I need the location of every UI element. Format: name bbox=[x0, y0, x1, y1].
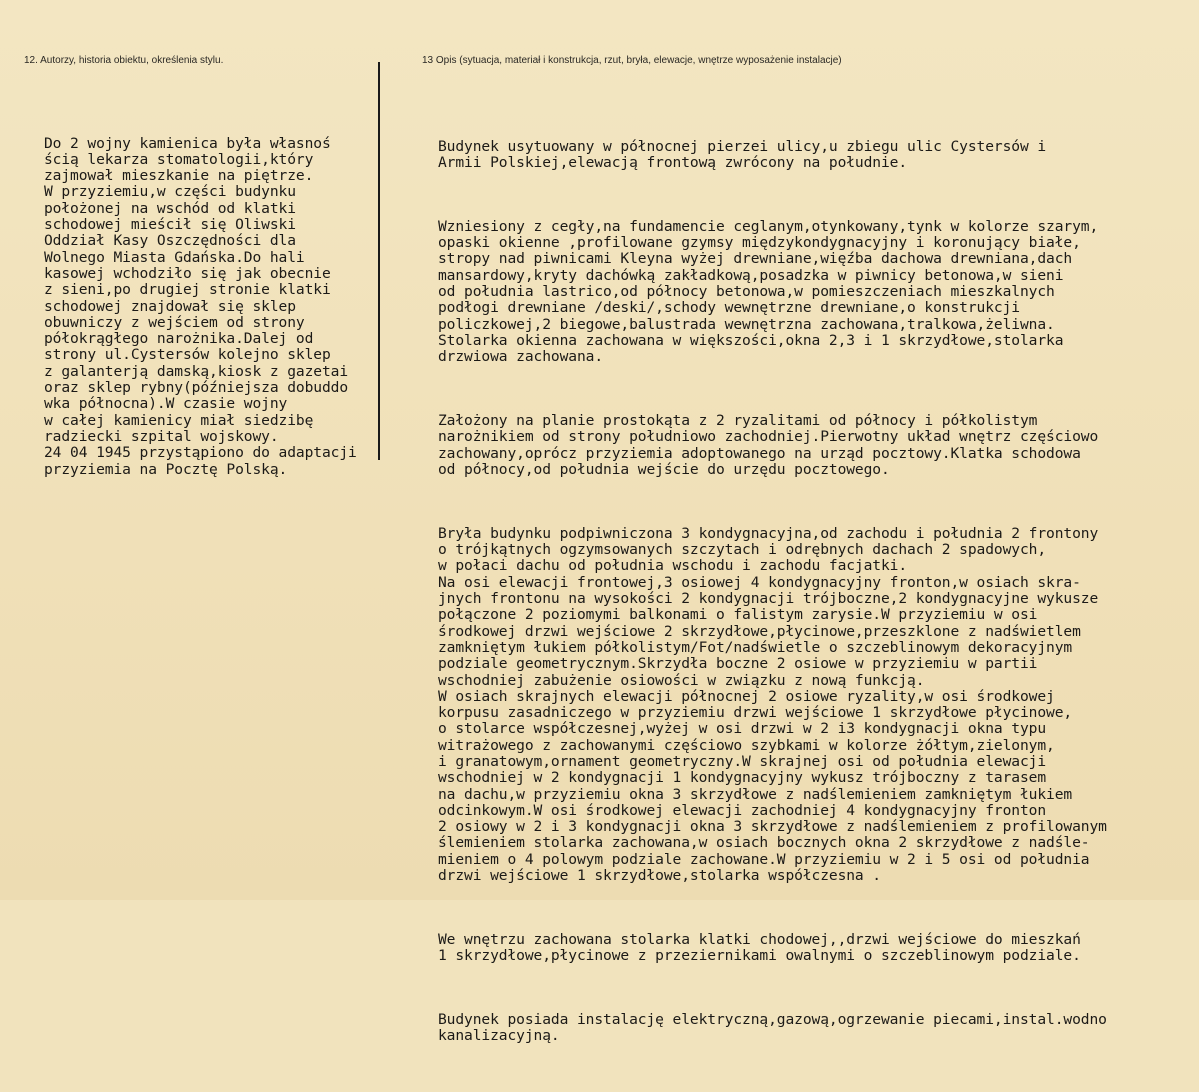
description-text bbox=[438, 106, 1107, 1092]
plan-paragraph: Założony na planie prostokąta z 2 ryzalitami od północy i półkolistym narożnikiem od strony południowo zachodniej.Pierwotny układ wnętrz częściowo zachowany,oprócz przyziemia adoptowanego na urząd pocztowy.Klatka schodowa od północy,od południa wejście do urzędu pocztowego. bbox=[438, 412, 1099, 478]
installations-paragraph: Budynek posiada instalację elektryczną,gazową,ogrzewanie piecami,instal.wodno kanalizacyjną. bbox=[438, 1011, 1107, 1045]
column-divider bbox=[378, 62, 380, 460]
section-12-header: 12. Autorzy, historia obiektu, określenia stylu. bbox=[24, 55, 224, 66]
elevations-paragraph: Bryła budynku podpiwniczona 3 kondygnacyjna,od zachodu i południa 2 frontony o trójkątnych ogzymsowanych szczytach i odrębnych dachach 2 spadowych, w połaci dachu od południa wschodu i zachodu facjatki. Na osi elewacji frontowej,3 osiowej 4 kondygnacyjny fronton,w osiach skra- jnych frontonu na wysokości 2 kondygnacji trójboczne,2 kondygnacyjne wykusze połączone 2 poziomymi balkonami o falistym zarysie.W przyziemiu w osi środkowej drzwi wejściowe 2 skrzydłowe,płycinowe,przeszklone z nadświetlem zamkniętym łukiem półkolistym/Fot/nadświetle o szczeblinowym dekoracyjnym podziale geometrycznym.Skrzydła boczne 2 osiowe w przyziemiu w partii wschodniej zabużenie osiowości w związku z nową funkcją. W osiach skrajnych elewacji północnej 2 osiowe ryzality,w osi środkowej korpusu zasadniczego w przyziemiu drzwi wejściowe 1 skrzydłowe płycinowe, o stolarce współczesnej,wyżej w osi drzwi w 2 i3 kondygnacji okna typu witrażowego z zachowanymi częściowo szybkami w kolorze żółtym,zielonym, i granatowym,ornament geometryczny.W skrajnej osi od południa elewacji wschodniej w 2 kondygnacji 1 kondygnacyjny wykusz trójboczny z tarasem na dachu,w przyziemiu okna 3 skrzydłowe z nadślemieniem zamkniętym łukiem odcinkowym.W osi środkowej elewacji zachodniej 4 kondygnacyjny fronton 2 osiowy w 2 i 3 kondygnacji okna 3 skrzydłowe z nadślemieniem z profilowanym ślemieniem stolarka zachowana,w osiach bocznych okna 2 skrzydłowe z nadśle- mieniem o 4 polowym podziale zachowane.W przyziemiu w 2 i 5 osi od południa drzwi wejściowe 1 skrzydłowe,stolarka współczesna . bbox=[438, 524, 1107, 885]
history-text bbox=[44, 103, 357, 510]
materials-paragraph: Wzniesiony z cegły,na fundamencie ceglanym,otynkowany,tynk w kolorze szarym, opaski okienne ,profilowane gzymsy międzykondygnacyjny i koronujący białe, stropy nad piwnicami Kleyna wyżej drewniane,więźba dachowa drewniana,dach mansardowy,kryty dachówką zakładkową,posadzka w piwnicy betonowa,w sieni od południa lastrico,od północy betonowa,w pomieszczeniach mieszkalnych podłogi drewniane /deski/,schody wewnętrzne drewniane,o konstrukcji policzkowej,2 biegowe,balustrada wewnętrzna zachowana,tralkowa,żeliwna. Stolarka okienna zachowana w większości,okna 2,3 i 1 skrzydłowe,stolarka drzwiowa zachowana. bbox=[438, 217, 1099, 366]
interior-paragraph: We wnętrzu zachowana stolarka klatki chodowej,,drzwi wejściowe do mieszkań 1 skrzydłowe,płycinowe z przeziernikami owalnymi o szczeblinowym podziale. bbox=[438, 930, 1081, 965]
section-13-header: 13 Opis (sytuacja, materiał i konstrukcja, rzut, bryła, elewacje, wnętrze wyposażenie instalacje) bbox=[422, 55, 842, 66]
location-paragraph: Budynek usytuowany w północnej pierzei ulicy,u zbiegu ulic Cystersów i Armii Polskiej,elewacją frontową zwrócony na południe. bbox=[438, 137, 1047, 171]
history-paragraph: Do 2 wojny kamienica była własnoś ścią lekarza stomatologii,który zajmował mieszkanie na piętrze. W przyziemiu,w części budynku położonej na wschód od klatki schodowej mieścił się Oliwski Oddział Kasy Oszczędności dla Wolnego Miasta Gdańska.Do hali kasowej wchodziło się jak obecnie z sieni,po drugiej stronie klatki schodowej znajdował się sklep obuwniczy z wejściem od strony półokrągłego narożnika.Dalej od strony ul.Cystersów kolejno sklep z galanterją damską,kiosk z gazetai oraz sklep rybny(późniejsza dobuddo wka północna).W czasie wojny w całej kamienicy miał siedzibę radziecki szpital wojskowy. 24 04 1945 przystąpiono do adaptacji przyziemia na Pocztę Polską. bbox=[44, 134, 357, 478]
